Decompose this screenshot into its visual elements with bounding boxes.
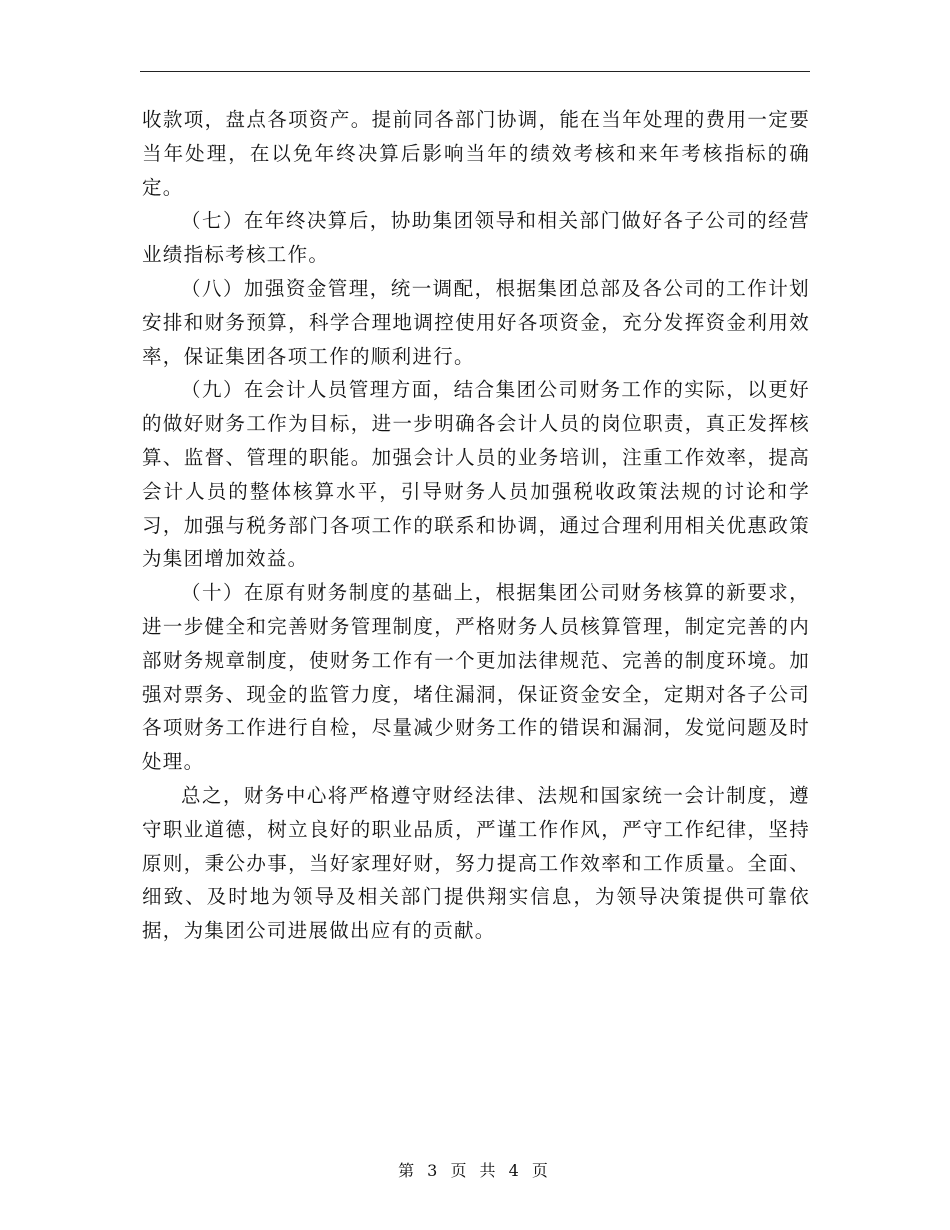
page-number: 第 3 页 共 4 页 (398, 1161, 552, 1180)
header-rule (140, 71, 810, 72)
paragraph-item-7: （七）在年终决算后，协助集团领导和相关部门做好各子公司的经营业绩指标考核工作。 (142, 209, 810, 267)
paragraph-summary: 总之，财务中心将严格遵守财经法律、法规和国家统一会计制度，遵守职业道德，树立良好的职业品质，严谨工作作风，严守工作纪律，坚持原则，秉公办事，当好家理好财，努力提高工作效率和工作质量。全面、细致、及时地为领导及相关部门提供翔实信息，为领导决策提供可靠依据，为集团公司进展做出应有的贡献。 (142, 783, 810, 943)
paragraph-item-9: （九）在会计人员管理方面，结合集团公司财务工作的实际，以更好的做好财务工作为目标，进一步明确各会计人员的岗位职责，真正发挥核算、监督、管理的职能。加强会计人员的业务培训，注重工作效率，提高会计人员的整体核算水平，引导财务人员加强税收政策法规的讨论和学习，加强与税务部门各项工作的联系和协调，通过合理利用相关优惠政策为集团增加效益。 (142, 378, 810, 571)
paragraph-item-8: （八）加强资金管理，统一调配，根据集团总部及各公司的工作计划安排和财务预算，科学合理地调控使用好各项资金，充分发挥资金利用效率，保证集团各项工作的顺利进行。 (142, 276, 810, 368)
paragraph-item-10: （十）在原有财务制度的基础上，根据集团公司财务核算的新要求，进一步健全和完善财务管理制度，严格财务人员核算管理，制定完善的内部财务规章制度，使财务工作有一个更加法律规范、完善的制度环境。加强对票务、现金的监管力度，堵住漏洞，保证资金安全，定期对各子公司各项财务工作进行自检，尽量减少财务工作的错误和漏洞，发觉问题及时处理。 (142, 581, 810, 774)
document-body (142, 103, 810, 948)
paragraph-continuation: 收款项，盘点各项资产。提前同各部门协调，能在当年处理的费用一定要当年处理，在以免年终决算后影响当年的绩效考核和来年考核指标的确定。 (142, 108, 810, 199)
